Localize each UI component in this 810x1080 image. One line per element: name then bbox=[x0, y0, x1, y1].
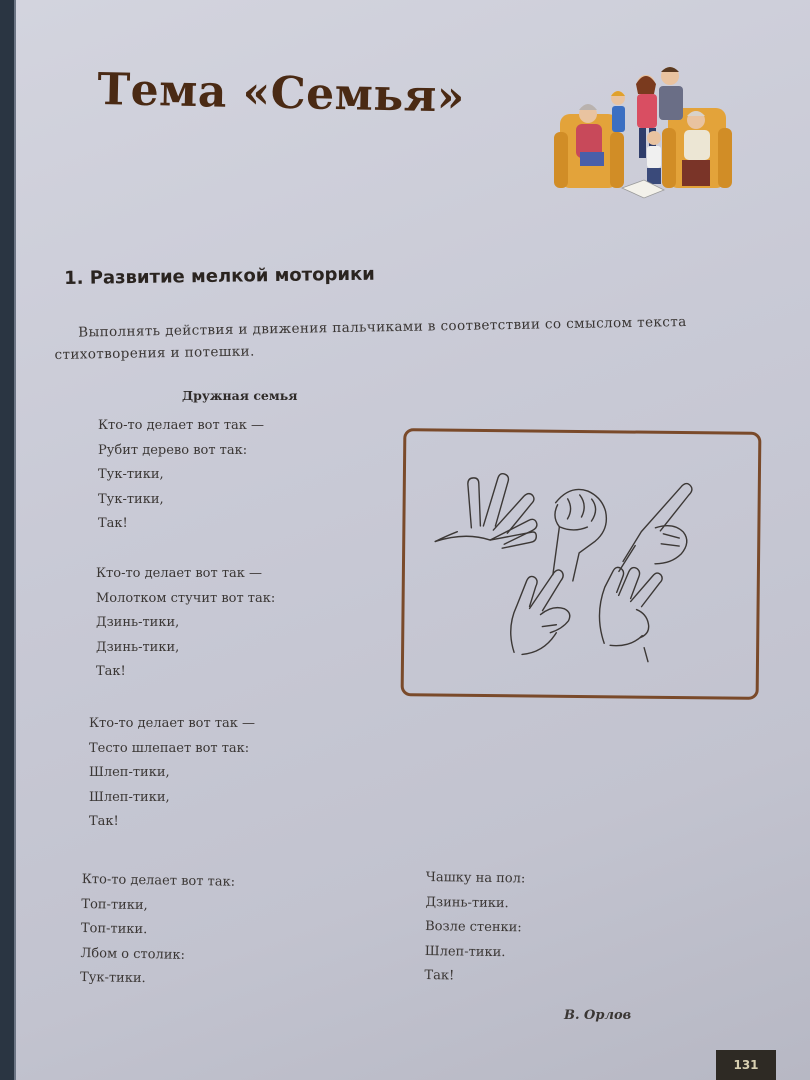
poem-line: Шлеп-тики. bbox=[424, 943, 506, 960]
poem-line: Лбом о столик: bbox=[80, 945, 186, 963]
instruction-text: Выполнять действия и движения пальчиками в соответствии со смыслом текста стихотворения и потешки. bbox=[54, 313, 687, 363]
family-illustration bbox=[546, 62, 736, 212]
poem-line: Тук-тики. bbox=[79, 969, 146, 987]
section-heading: 1. Развитие мелкой моторики bbox=[64, 263, 375, 289]
poem-line: Кто-то делает вот так: bbox=[81, 871, 236, 890]
poem-line: Так! bbox=[89, 814, 119, 829]
stanza-2 bbox=[96, 562, 275, 685]
poem-author: В. Орлов bbox=[564, 1008, 632, 1023]
page-title: Тема «Семья» bbox=[96, 64, 466, 123]
poem-line: Дзинь-тики. bbox=[425, 894, 509, 911]
poem-line: Возле стенки: bbox=[425, 918, 522, 936]
poem-line: Так! bbox=[424, 967, 455, 984]
poem-line: Так! bbox=[96, 664, 126, 679]
page-number: 131 bbox=[716, 1050, 776, 1080]
textbook-page bbox=[14, 0, 810, 1080]
stanza-4 bbox=[80, 868, 235, 993]
pointing-hand-icon bbox=[619, 483, 692, 572]
poem-line: Дзинь-тики, bbox=[96, 639, 180, 655]
poem-line: Топ-тики. bbox=[80, 920, 148, 938]
stanza-3 bbox=[89, 712, 255, 835]
fist-icon bbox=[553, 489, 607, 581]
poem-line: Так! bbox=[98, 516, 128, 531]
finger-gestures-frame bbox=[401, 428, 762, 700]
poem-line: Тук-тики, bbox=[98, 467, 164, 482]
two-fingers-hand-icon bbox=[510, 569, 570, 654]
poem-line: Шлеп-тики, bbox=[89, 789, 170, 805]
poem-line: Рубит дерево вот так: bbox=[98, 442, 248, 458]
poem-line: Шлеп-тики, bbox=[89, 765, 170, 780]
stanza-5 bbox=[424, 866, 525, 990]
poem-line: Кто-то делает вот так — bbox=[98, 418, 265, 433]
poem-line: Чашку на пол: bbox=[425, 869, 526, 887]
finger-gestures-illustration bbox=[404, 431, 759, 697]
open-hand-icon bbox=[435, 473, 537, 549]
poem-line: Тесто шлепает вот так: bbox=[89, 740, 250, 756]
poem-line: Кто-то делает вот так — bbox=[89, 716, 256, 731]
poem-line: Кто-то делает вот так — bbox=[96, 566, 263, 581]
poem-line: Дзинь-тики, bbox=[96, 615, 180, 630]
pinching-hand-icon bbox=[599, 567, 662, 662]
stanza-1 bbox=[98, 414, 264, 537]
poem-title: Дружная семья bbox=[182, 388, 298, 403]
poem-line: Молотком стучит вот так: bbox=[96, 590, 276, 606]
poem-line: Тук-тики, bbox=[98, 491, 164, 507]
poem-line: Топ-тики, bbox=[81, 896, 148, 913]
